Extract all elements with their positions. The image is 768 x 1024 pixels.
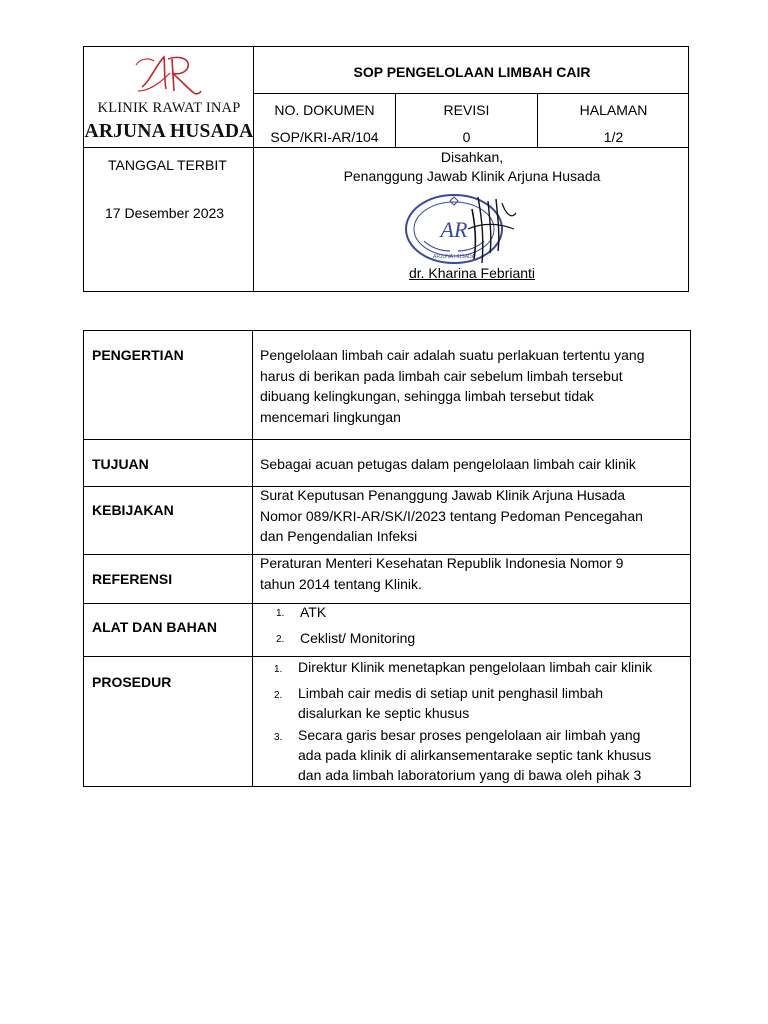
clinic-stamp-and-signature [402, 189, 542, 269]
list-text: Ceklist/ Monitoring [300, 630, 416, 646]
list-item [260, 657, 680, 677]
issue-date-label: TANGGAL TERBIT [108, 157, 227, 173]
doc-number-value: SOP/KRI-AR/104 [270, 129, 379, 145]
list-item [260, 683, 680, 723]
text-line: Pengelolaan limbah cair adalah suatu perlakuan tertentu yang [260, 347, 645, 363]
list-text: Direktur Klinik menetapkan pengelolaan limbah cair klinik [298, 659, 653, 675]
section-label: KEBIJAKAN [92, 502, 174, 518]
section-label: PROSEDUR [92, 674, 172, 690]
text-line: Peraturan Menteri Kesehatan Republik Indonesia Nomor 9 [260, 555, 624, 571]
approval-line2: Penanggung Jawab Klinik Arjuna Husada [343, 168, 601, 184]
text-line: dan ada limbah laboratorium yang di bawa oleh pihak 3 [298, 767, 642, 783]
text-line: tahun 2014 tentang Klinik. [260, 575, 422, 592]
ar-monogram-icon [134, 51, 204, 99]
text-line: dibuang kelingkungan, sehingga limbah tersebut tidak [260, 388, 594, 404]
text-line: Surat Keputusan Penanggung Jawab Klinik Arjuna Husada [260, 487, 626, 503]
page-label: HALAMAN [579, 102, 648, 118]
text-line: Secara garis besar proses pengelolaan air limbah yang [298, 727, 641, 743]
section-label: ALAT DAN BAHAN [92, 619, 217, 635]
document-header-table [83, 46, 689, 292]
list-item [260, 628, 680, 648]
list-number: 2. [276, 634, 285, 645]
list-text [298, 683, 690, 723]
content-divider [252, 331, 253, 786]
text-line: harus di berikan pada limbah cair sebelum limbah tersebut [260, 367, 623, 384]
list-text [298, 725, 690, 785]
document-title: SOP PENGELOLAAN LIMBAH CAIR [353, 64, 591, 80]
text-line: ada pada klinik di alirkansementarake septic tank khusus [298, 747, 652, 763]
text-line: Nomor 089/KRI-AR/SK/I/2023 tentang Pedoman Pencegahan [260, 507, 643, 524]
sop-content-table [83, 330, 691, 787]
page-value: 1/2 [603, 129, 624, 145]
section-label: REFERENSI [92, 571, 173, 587]
clinic-name-line1: KLINIK RAWAT INAP [97, 100, 241, 116]
text-line: mencemari lingkungan [260, 408, 401, 425]
stamp-text: ARJUNA HUSADA [433, 254, 475, 260]
list-item [260, 725, 680, 785]
section-text [260, 345, 680, 427]
revision-label: REVISI [443, 102, 490, 118]
section-label: TUJUAN [92, 456, 149, 472]
text-line: disalurkan ke septic khusus [298, 705, 470, 721]
clinic-logo [84, 47, 253, 147]
section-text [260, 485, 680, 547]
text-line: dan Pengendalian Infeksi [260, 528, 418, 544]
header-divider [253, 93, 689, 94]
clinic-name-line2: ARJUNA HUSADA [84, 121, 254, 142]
doc-number-label: NO. DOKUMEN [274, 102, 375, 118]
header-divider [84, 147, 689, 148]
approval-line1: Disahkan, [440, 149, 504, 165]
section-label: PENGERTIAN [92, 347, 184, 363]
list-number: 1. [274, 664, 283, 675]
text-line: Limbah cair medis di setiap unit penghasil limbah [298, 685, 604, 701]
section-text [260, 553, 680, 594]
list-number: 3. [274, 732, 283, 743]
revision-value: 0 [462, 129, 471, 145]
list-number: 1. [276, 608, 285, 619]
list-number: 2. [274, 690, 283, 701]
text-line: Sebagai acuan petugas dalam pengelolaan limbah cair klinik [260, 456, 636, 472]
signatory-name: dr. Kharina Febrianti [408, 265, 536, 281]
content-divider [84, 439, 690, 440]
list-item [260, 602, 680, 622]
section-text [260, 454, 680, 475]
stamp-monogram: AR [440, 217, 468, 242]
list-text: ATK [300, 604, 327, 620]
issue-date-value: 17 Desember 2023 [105, 205, 225, 221]
